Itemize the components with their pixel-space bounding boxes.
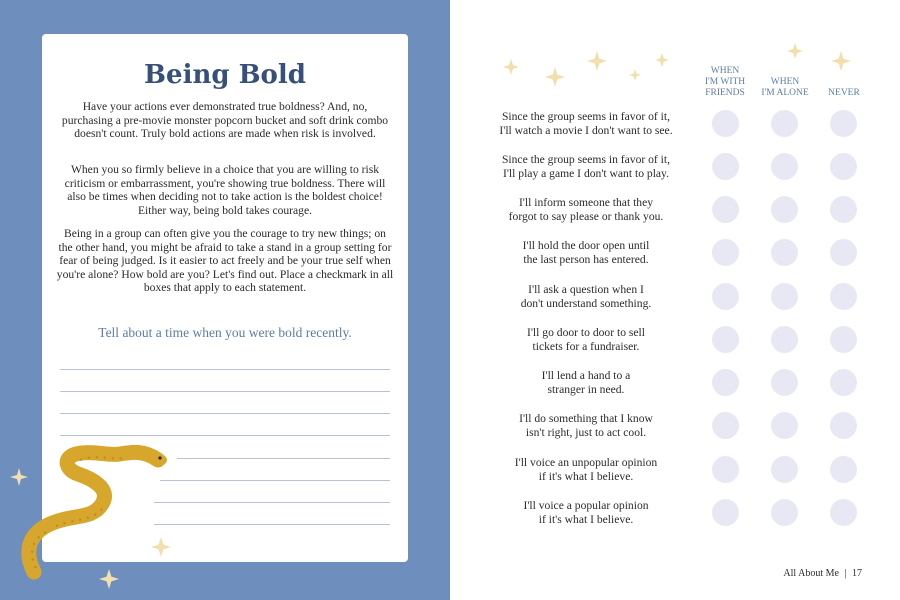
check-circle-friends[interactable] [712, 412, 739, 439]
check-circle-alone[interactable] [771, 369, 798, 396]
snake-illustration [20, 440, 170, 580]
writing-line-7[interactable] [154, 502, 390, 503]
check-circle-friends[interactable] [712, 153, 739, 180]
writing-line-2[interactable] [60, 391, 390, 392]
check-circle-alone[interactable] [771, 239, 798, 266]
check-circle-never[interactable] [830, 283, 857, 310]
check-circle-friends[interactable] [712, 110, 739, 137]
check-circle-alone[interactable] [771, 412, 798, 439]
check-circle-alone[interactable] [771, 326, 798, 353]
column-header-alone: WHEN I'M ALONE [761, 77, 809, 98]
check-circle-friends[interactable] [712, 456, 739, 483]
sparkle-star-icon [786, 42, 804, 60]
statement-6: I'll go door to door to sell tickets for a fundraiser. [526, 326, 645, 353]
writing-line-8[interactable] [154, 524, 390, 525]
intro-paragraph-1: Have your actions ever demonstrated true boldness? And, no, purchasing a pre-movie monster popcorn bucket and soft drink combo doesn't count. Truly bold actions are made when risk is involved. [61, 100, 389, 141]
check-circle-friends[interactable] [712, 369, 739, 396]
check-circle-alone[interactable] [771, 456, 798, 483]
check-circle-never[interactable] [830, 326, 857, 353]
check-circle-never[interactable] [830, 499, 857, 526]
check-circle-friends[interactable] [712, 283, 739, 310]
writing-line-6[interactable] [160, 480, 390, 481]
statement-9: I'll voice an unpopular opinion if it's what I believe. [514, 456, 658, 483]
check-circle-never[interactable] [830, 369, 857, 396]
writing-line-1[interactable] [60, 369, 390, 370]
page-number: 17 [852, 568, 862, 579]
statement-8: I'll do something that I know isn't right, just to act cool. [519, 412, 653, 439]
statement-3: I'll inform someone that they forgot to say please or thank you. [508, 196, 664, 223]
check-circle-friends[interactable] [712, 239, 739, 266]
check-circle-alone[interactable] [771, 196, 798, 223]
writing-line-4[interactable] [60, 435, 390, 436]
check-circle-never[interactable] [830, 239, 857, 266]
check-circle-alone[interactable] [771, 499, 798, 526]
check-circle-never[interactable] [830, 412, 857, 439]
statement-4: I'll hold the door open until the last person has entered. [522, 239, 650, 266]
page-footer [783, 568, 862, 579]
page-title: Being Bold [144, 60, 306, 90]
footer-section-title: All About Me [783, 568, 839, 579]
column-header-never: NEVER [828, 88, 860, 98]
sparkle-star-icon [830, 50, 852, 72]
sparkle-star-icon [9, 467, 29, 487]
sparkle-star-icon [628, 68, 642, 82]
statement-5: I'll ask a question when I don't understand something. [520, 283, 652, 310]
writing-line-3[interactable] [60, 413, 390, 414]
check-circle-friends[interactable] [712, 499, 739, 526]
writing-line-5[interactable] [177, 458, 390, 459]
statement-10: I'll voice a popular opinion if it's what I believe. [523, 499, 649, 526]
sparkle-star-icon [98, 568, 120, 590]
intro-paragraph-3: Being in a group can often give you the courage to try new things; on the other hand, you might be afraid to take a stand in a group setting for fear of being judged. Is it easier to act freely and be your true self when you're alone? How bold are you? Let's find out. Place a checkmark in all boxes that apply to each statement. [56, 227, 394, 295]
check-circle-friends[interactable] [712, 196, 739, 223]
sparkle-star-icon [544, 66, 566, 88]
intro-paragraph-2: When you so firmly believe in a choice that you are willing to risk criticism or embarrassment, you're showing true boldness. There will also be times when deciding not to take action is the boldest choice! Either way, being bold takes courage. [64, 163, 386, 217]
check-circle-alone[interactable] [771, 283, 798, 310]
check-circle-alone[interactable] [771, 110, 798, 137]
check-circle-never[interactable] [830, 456, 857, 483]
check-circle-friends[interactable] [712, 326, 739, 353]
column-header-with-friends: WHEN I'M WITH FRIENDS [704, 66, 746, 98]
check-circle-alone[interactable] [771, 153, 798, 180]
sparkle-star-icon [150, 536, 172, 558]
check-circle-never[interactable] [830, 110, 857, 137]
writing-prompt: Tell about a time when you were bold recently. [98, 325, 352, 340]
check-circle-never[interactable] [830, 153, 857, 180]
sparkle-star-icon [586, 50, 608, 72]
statement-7: I'll lend a hand to a stranger in need. [541, 369, 631, 396]
footer-separator: | [844, 568, 847, 579]
check-circle-never[interactable] [830, 196, 857, 223]
statement-1: Since the group seems in favor of it, I'll watch a movie I don't want to see. [499, 110, 673, 137]
sparkle-star-icon [654, 52, 670, 68]
sparkle-star-icon [502, 58, 520, 76]
statement-2: Since the group seems in favor of it, I'll play a game I don't want to play. [501, 153, 671, 180]
